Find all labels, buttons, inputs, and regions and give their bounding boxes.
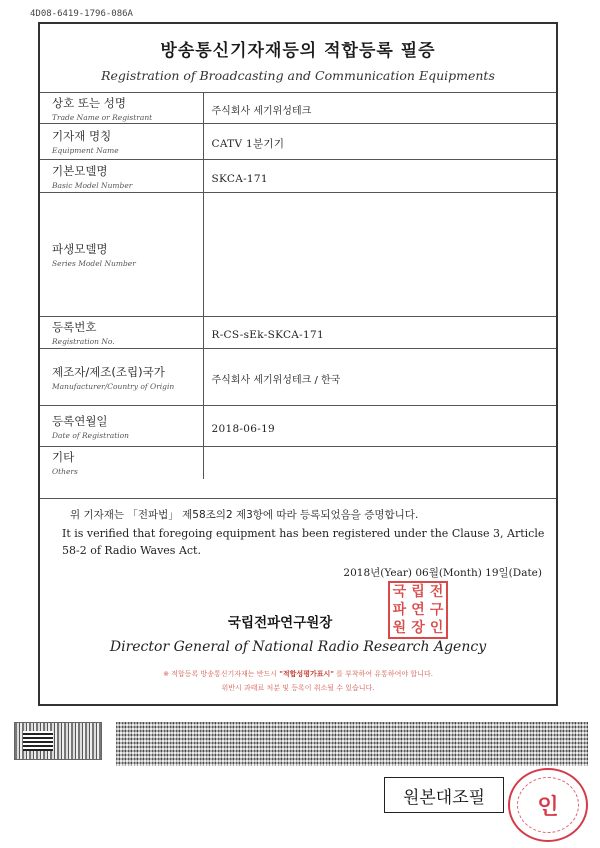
certificate: [38, 22, 558, 706]
qr-code-image: [14, 722, 102, 760]
label-english: Others: [52, 467, 78, 477]
field-label: [40, 124, 203, 160]
seal-char: 인: [429, 620, 444, 636]
field-value: [203, 93, 556, 124]
field-row-equipment-name: [40, 124, 556, 160]
registration-number-value: R-CS-sEk-SKCA-171: [211, 329, 324, 341]
field-label: [40, 160, 203, 193]
registration-date-value: 2018-06-19: [211, 422, 276, 435]
director-title-english: Director General of National Radio Research Agency: [109, 639, 487, 655]
title-english: Registration of Broadcasting and Communication Equipments: [101, 68, 495, 83]
field-value: [203, 124, 556, 160]
label-korean: 기본모델명: [52, 163, 108, 178]
round-red-seal: [508, 768, 588, 842]
round-seal-text: 인: [537, 794, 559, 820]
field-row-manufacturer: [40, 349, 556, 406]
notice-suffix: 를 부착하여 유통하여야 합니다.: [333, 670, 433, 678]
notice-emphasis: "적합성평가표시": [279, 670, 334, 678]
certification-body: [40, 498, 556, 705]
field-label: [40, 349, 203, 406]
field-value: [203, 447, 556, 479]
field-row-registration-date: [40, 406, 556, 447]
label-english: Series Model Number: [52, 259, 136, 268]
field-value: [203, 406, 556, 447]
seal-char: 국: [392, 584, 407, 600]
security-pattern-strip: [116, 722, 588, 766]
field-row-basic-model: [40, 160, 556, 193]
title-korean: 방송통신기자재등의 적합등록 필증: [160, 41, 436, 61]
field-row-others: [40, 447, 556, 479]
label-english: Date of Registration: [52, 430, 129, 440]
field-label: [40, 93, 203, 124]
field-value: [203, 160, 556, 193]
certification-statement-english: It is verified that foregoing equipment has been registered under the Clause 3, Article 58-2 of Radio Waves Act.: [62, 527, 545, 557]
basic-model-value: SKCA-171: [211, 172, 268, 185]
stamp-label: 원본대조필: [402, 787, 486, 808]
label-korean: 기자재 명칭: [52, 129, 112, 143]
notice-line-1: [40, 669, 556, 679]
label-english: Manufacturer/Country of Origin: [52, 381, 175, 391]
field-row-registration-no: [40, 317, 556, 349]
seal-char: 파: [392, 602, 407, 618]
label-korean: 등록연월일: [52, 413, 108, 428]
registration-fields-table: [40, 92, 556, 479]
field-value: [203, 193, 556, 317]
field-label: [40, 447, 203, 479]
seal-char: 전: [429, 584, 444, 600]
seal-char: 원: [392, 620, 407, 636]
label-english: Equipment Name: [52, 146, 119, 155]
trade-name-value: 주식회사 세기위성테크: [211, 105, 312, 117]
original-verified-stamp: [384, 777, 504, 813]
field-label: [40, 406, 203, 447]
issue-date: 2018년(Year) 06월(Month) 19일(Date): [343, 567, 542, 579]
notice-prefix: ※ 적합등록 방송통신기자재는 반드시: [163, 670, 280, 678]
label-english: Trade Name or Registrant: [52, 112, 153, 122]
seal-char: 구: [429, 602, 444, 618]
label-english: Registration No.: [52, 337, 115, 346]
manufacturer-value: 주식회사 세기위성테크 / 한국: [211, 374, 341, 386]
label-english: Basic Model Number: [52, 180, 133, 190]
seal-char: 립: [411, 584, 425, 600]
seal-char: 장: [411, 620, 425, 636]
label-korean: 상호 또는 성명: [52, 95, 126, 110]
notice-line-2: 위반시 과태료 처분 및 등록이 취소될 수 있습니다.: [221, 684, 375, 692]
field-label: [40, 193, 203, 317]
director-title-korean: 국립전파연구원장: [228, 615, 333, 631]
label-korean: 제조자/제조(조립)국가: [52, 364, 165, 379]
certification-statement-korean: 위 기자재는 「전파법」 제58조의2 제3항에 따라 등록되었음을 증명합니다.: [70, 509, 419, 521]
label-korean: 등록번호: [52, 320, 97, 334]
field-value: [203, 349, 556, 406]
field-row-series-model: [40, 193, 556, 317]
label-korean: 기타: [52, 450, 75, 465]
field-label: [40, 317, 203, 349]
seal-char: 연: [411, 602, 425, 618]
official-seal: [388, 581, 448, 639]
field-row-trade-name: [40, 93, 556, 124]
field-value: [203, 317, 556, 349]
label-korean: 파생모델명: [52, 242, 108, 256]
document-serial: 4D08-6419-1796-086A: [30, 9, 133, 19]
equipment-name-value: CATV 1분기기: [211, 138, 285, 150]
